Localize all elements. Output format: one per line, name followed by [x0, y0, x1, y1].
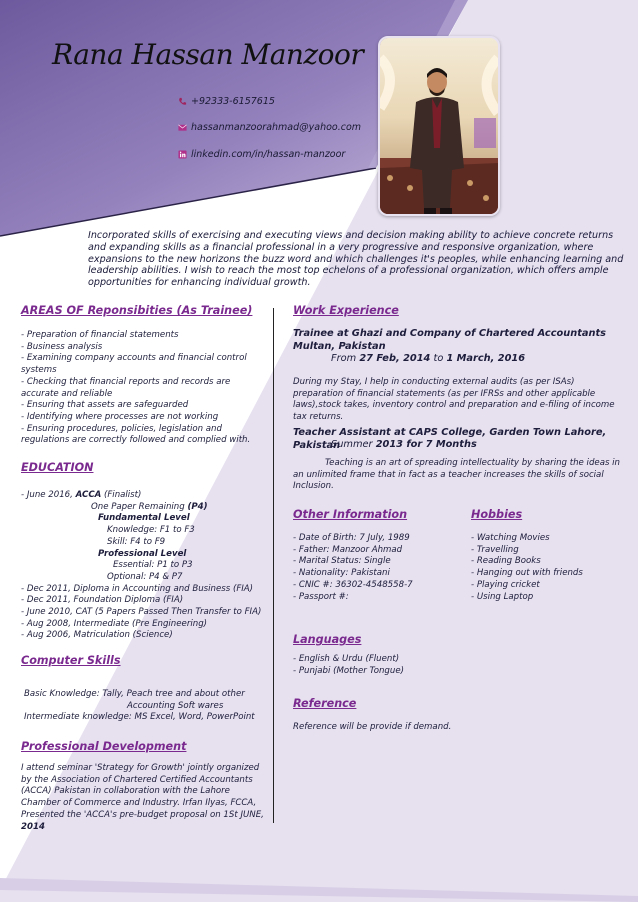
edu-acca-status: (Finalist) — [101, 490, 142, 500]
list-item: - Checking that financial reports and records are accurate and reliable — [21, 376, 231, 399]
edu-professional: Professional Level — [98, 548, 187, 559]
list-item: - Dec 2011, Diploma in Accounting and Business (FIA) — [21, 583, 254, 594]
job2-dates — [331, 439, 477, 450]
candidate-name: Rana Hassan Manzoor — [52, 38, 364, 71]
edu-date: - June 2016, — [21, 490, 76, 500]
list-item: - Ensuring procedures, policies, legislation and regulations are correctly followed and complied with. — [21, 423, 251, 446]
list-item: - Travelling — [471, 544, 519, 555]
list-item: - Father: Manzoor Ahmad — [293, 544, 403, 555]
basic-knowledge: Basic Knowledge: Tally, Peach tree and about other — [24, 689, 245, 699]
career-summary: Incorporated skills of exercising and executing views and decision making ability to achieve concrete returns and expanding skills as a financial professional in a very progressive and responsive organization, where expansions to the new horizons the buzz word and which challenges it's peoples, while enhancing learning and leadership abilities. I wish to reach the most top echelons of a professional organization, which offers ample opportunities for enhancing individual growth. — [88, 230, 624, 289]
job1-start: 27 Feb, 2014 — [359, 353, 431, 364]
list-item: - Date of Birth: 7 July, 1989 — [293, 533, 410, 543]
list-item: - Dec 2011, Foundation Diploma (FIA) — [21, 595, 184, 606]
education-title: EDUCATION — [21, 461, 94, 474]
professional-development-title: Professional Development — [21, 740, 187, 753]
reference-text: Reference will be provide if demand. — [293, 722, 452, 732]
edu-acca: ACCA — [75, 490, 102, 500]
job2-duration: 2013 for 7 Months — [375, 439, 477, 450]
intermediate-knowledge: Intermediate knowledge: MS Excel, Word, PowerPoint — [24, 712, 255, 723]
profile-photo — [378, 36, 500, 216]
hobbies-title: Hobbies — [471, 508, 523, 521]
envelope-icon — [178, 123, 187, 132]
computer-skills-title: Computer Skills — [21, 654, 121, 667]
list-item: - Watching Movies — [471, 533, 550, 543]
job2-description: Teaching is an art of spreading intellectuality by sharing the ideas in an unlimited frame that in fact as a teacher increases the skills of social Inclusion. — [293, 458, 620, 492]
list-item: - Playing cricket — [471, 579, 540, 590]
list-item: - June 2010, CAT (5 Papers Passed Then Transfer to FIA) — [21, 607, 262, 618]
job1-dates — [331, 353, 525, 364]
work-experience-title: Work Experience — [293, 304, 399, 317]
edu-essential: Essential: P1 to P3 — [113, 560, 193, 571]
job2-title: Teacher Assistant at CAPS College, Garden Town Lahore, Pakistan — [293, 427, 607, 451]
list-item: - CNIC #: 36302-4548558-7 — [293, 579, 413, 590]
professional-development-text — [21, 763, 271, 833]
areas-list — [21, 330, 261, 447]
list-item: - Hanging out with friends — [471, 568, 583, 579]
list-item: - Identifying where processes are not working — [21, 411, 219, 422]
edu-skill: Skill: F4 to F9 — [107, 536, 166, 547]
list-item: - Aug 2006, Matriculation (Science) — [21, 630, 173, 641]
list-item: - Ensuring that assets are safeguarded — [21, 400, 189, 411]
list-item: - Reading Books — [471, 556, 541, 567]
list-item: - Aug 2008, Intermediate (Pre Engineering) — [21, 618, 208, 629]
list-item: - Passport #: — [293, 591, 349, 602]
job1-description: During my Stay, I help in conducting external audits (as per ISAs) preparation of financial statements (as per IFRSs and other applicable laws),stock takes, inventory control and preparation and e-filing of income tax returns. — [293, 377, 615, 423]
linkedin-contact — [178, 149, 345, 160]
languages-list — [293, 654, 493, 677]
edu-optional: Optional: P4 & P7 — [107, 571, 183, 582]
list-item: - Punjabi (Mother Tongue) — [293, 665, 404, 676]
person-photo-illustration — [380, 38, 498, 214]
job1-end: 1 March, 2016 — [446, 353, 526, 364]
list-item: - Preparation of financial statements — [21, 330, 179, 340]
hobbies-list — [471, 533, 631, 603]
email-address[interactable]: hassanmanzoorahmad@yahoo.com — [191, 122, 362, 133]
computer-skills-block — [24, 689, 269, 724]
list-item: - Business analysis — [21, 341, 103, 352]
linkedin-url[interactable]: linkedin.com/in/hassan-manzoor — [191, 149, 346, 160]
edu-fundamental: Fundamental Level — [98, 513, 190, 524]
email-contact — [178, 122, 361, 133]
job1-from: From — [331, 353, 360, 364]
job1-title: Trainee at Ghazi and Company of Chartered Accountants Multan, Pakistan — [293, 328, 607, 352]
education-block — [21, 490, 271, 642]
job1-to: to — [430, 353, 447, 364]
edu-papers: One Paper Remaining — [91, 501, 188, 512]
job2-date-prefix: Summer — [331, 439, 376, 450]
other-information-list — [293, 533, 463, 603]
linkedin-icon — [178, 150, 187, 159]
areas-title: AREAS OF Reponsibities (As Trainee) — [21, 304, 253, 317]
basic-knowledge-cont: Accounting Soft wares — [127, 700, 224, 711]
prodev-year: 2014 — [21, 821, 45, 832]
phone-icon — [178, 97, 187, 106]
edu-knowledge: Knowledge: F1 to F3 — [107, 525, 195, 536]
list-item: - Examining company accounts and financial control systems — [21, 353, 247, 376]
reference-title: Reference — [293, 697, 357, 710]
phone-number[interactable]: +92333-6157615 — [191, 96, 275, 107]
phone-contact — [178, 96, 275, 107]
other-information-title: Other Information — [293, 508, 408, 521]
list-item: - English & Urdu (Fluent) — [293, 654, 400, 664]
list-item: - Marital Status: Single — [293, 556, 391, 567]
column-divider — [273, 308, 274, 823]
prodev-body: I attend seminar 'Strategy for Growth' jointly organized by the Association of Chartered Certified Accountants (ACCA) Pakistan in collaboration with the Lahore Chamber of Commerce and Industry. Irfan Ilyas, FCCA, Presented the 'ACCA's pre-budget proposal on 1St JUNE, — [21, 763, 264, 820]
list-item: - Using Laptop — [471, 591, 534, 602]
list-item: - Nationality: Pakistani — [293, 568, 390, 579]
edu-papers-remaining: (P4) — [187, 501, 208, 512]
languages-title: Languages — [293, 633, 362, 646]
